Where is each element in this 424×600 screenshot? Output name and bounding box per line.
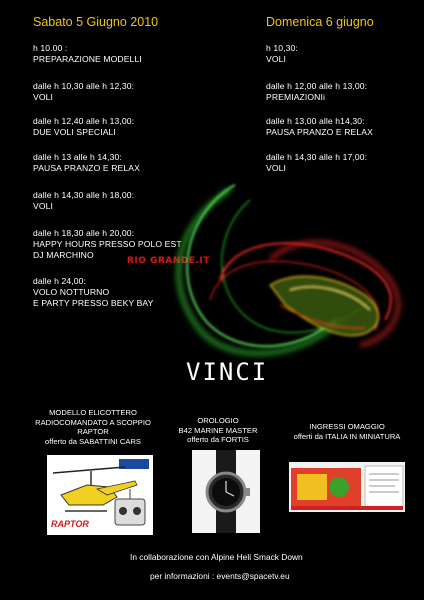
event-time: dalle h 18,30 alle h 20,00: bbox=[33, 228, 135, 238]
saturday-event bbox=[33, 190, 134, 212]
prize-line: MODELLO ELICOTTERO bbox=[49, 408, 137, 417]
event-desc: DUE VOLI SPECIALI bbox=[33, 127, 116, 137]
footer-info: per informazioni : events@spacetv.eu bbox=[150, 571, 290, 581]
event-time: dalle h 13 alle h 14,30: bbox=[33, 152, 122, 162]
sunday-event bbox=[266, 81, 367, 103]
saturday-title: Sabato 5 Giugno 2010 bbox=[33, 15, 159, 29]
event-desc: HAPPY HOURS PRESSO POLO EST bbox=[33, 239, 182, 249]
sunday-event bbox=[266, 43, 298, 65]
event-desc: PREPARAZIONE MODELLI bbox=[33, 54, 142, 64]
ticket-icon bbox=[289, 462, 405, 512]
rio-grande-logo: RIO GRANDE.IT bbox=[127, 256, 210, 266]
raptor-logo: RAPTOR bbox=[51, 519, 89, 529]
sunday-event bbox=[266, 116, 373, 138]
event-desc-2: E PARTY PRESSO BEKY BAY bbox=[33, 298, 154, 308]
event-desc: VOLI bbox=[266, 163, 286, 173]
tickets-image bbox=[289, 462, 405, 512]
prize-line: INGRESSI OMAGGIO bbox=[309, 422, 385, 431]
vinci-heading: VINCI bbox=[186, 358, 269, 386]
saturday-event bbox=[33, 81, 134, 103]
event-time: dalle h 12,40 alle h 13,00: bbox=[33, 116, 135, 126]
prize-watch bbox=[168, 416, 268, 445]
event-desc: VOLI bbox=[266, 54, 286, 64]
prize-line: B42 MARINE MASTER bbox=[178, 425, 258, 435]
event-time: h 10.00 : bbox=[33, 43, 68, 53]
prize-line: offerti da ITALIA IN MINIATURA bbox=[293, 431, 401, 441]
event-desc: PAUSA PRANZO E RELAX bbox=[266, 127, 373, 137]
event-time: h 10,30: bbox=[266, 43, 298, 53]
prize-helicopter bbox=[28, 408, 158, 446]
helicopter-image bbox=[47, 455, 153, 535]
helicopter-icon bbox=[47, 455, 153, 535]
footer-collab: In collaborazione con Alpine Heli Smack Down bbox=[130, 552, 303, 562]
prize-line: RADIOCOMANDATO A SCOPPIO bbox=[35, 417, 151, 427]
watch-icon bbox=[192, 450, 260, 533]
event-time: dalle h 10,30 alle h 12,30: bbox=[33, 81, 135, 91]
event-desc: VOLO NOTTURNO bbox=[33, 287, 110, 297]
saturday-event bbox=[33, 43, 142, 65]
event-time: dalle h 13,00 alle h14,30: bbox=[266, 116, 365, 126]
event-desc: VOLI bbox=[33, 92, 53, 102]
prize-line: offerto da SABATTINI CARS bbox=[45, 436, 141, 446]
prize-tickets bbox=[282, 422, 412, 441]
event-desc: PREMIAZIONIi bbox=[266, 92, 325, 102]
light-trail-art bbox=[120, 170, 420, 380]
event-desc: VOLI bbox=[33, 201, 53, 211]
prize-line: OROLOGIO bbox=[197, 416, 239, 425]
event-desc: PAUSA PRANZO E RELAX bbox=[33, 163, 140, 173]
prize-line: offerto da FORTIS bbox=[187, 435, 249, 445]
saturday-event bbox=[33, 116, 134, 138]
event-time: dalle h 24,00: bbox=[33, 276, 87, 286]
watch-image bbox=[192, 450, 260, 533]
event-time: dalle h 14,30 alle h 17,00: bbox=[266, 152, 368, 162]
prize-line: RAPTOR bbox=[77, 427, 109, 437]
event-desc-2: DJ MARCHINO bbox=[33, 250, 94, 260]
sunday-title: Domenica 6 giugno bbox=[266, 15, 374, 29]
event-time: dalle h 14,30 alle h 18,00: bbox=[33, 190, 135, 200]
event-time: dalle h 12,00 alle h 13,00: bbox=[266, 81, 368, 91]
